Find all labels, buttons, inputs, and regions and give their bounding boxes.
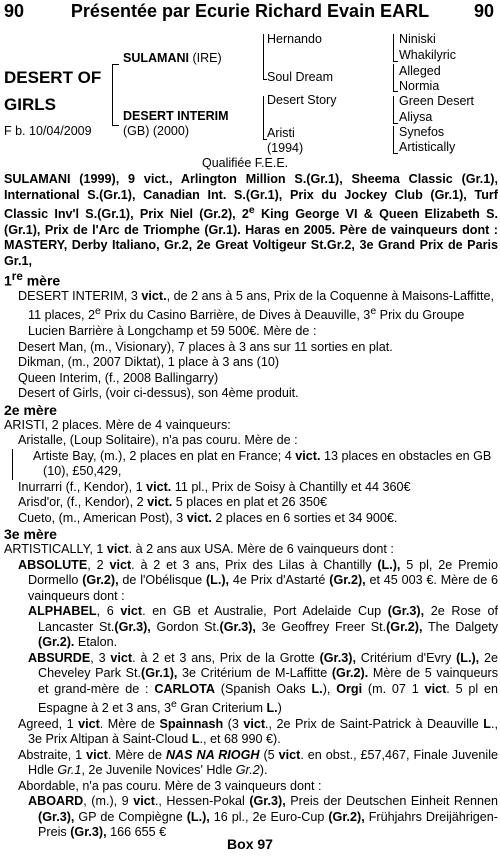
sire-description: SULAMANI (1999), 9 vict., Arlington Million S.(Gr.1), Sheema Classic (Gr.1), International S.(Gr.1), Canadian Int. S.(Gr.1), Prix du Jockey Club (Gr.1), Turf Classic Inv'l S.(Gr.1), Prix Niel (Gr.2), 2e King George VI & Queen Elizabeth S.(Gr.1), Prix de l'Arc de Triomphe (Gr.1). Haras en 2005. Père de vainqueurs dont : MASTERY, Derby Italiano, Gr.2, 2e Great Voltigeur St.Gr.2, 3e Grand Prix de Paris Gr.1, — [4, 172, 498, 268]
absolute-entry: ABSOLUTE, 2 vict. à 2 et 3 ans, Prix des Lilas à Chantilly (L.), 5 pl, 2e Premio Dormello (Gr.2), de l'Obélisque (L.), 4e Prix d'Astarté (Gr.2), et 45 003 €. Mère de 6 vainqueurs dont : — [18, 557, 499, 603]
produce-4: Desert of Girls, (voir ci-dessus), son 4ème produit. — [18, 386, 299, 401]
alphabel-entry: ALPHABEL, 6 vict. en GB et Australie, Port Adelaide Cup (Gr.3), 2e Rose of Lancaster St.(Gr.3), Gordon St.(Gr.3), 3e Geoffrey Freer St.(Gr.2), The Dalgety (Gr.2). Etalon. — [28, 604, 499, 650]
grandsire-1: Hernando — [267, 32, 322, 46]
horse-birth: F b. 10/04/2009 — [4, 124, 92, 138]
great-grandsire-5: Green Desert — [399, 94, 475, 108]
great-grandsire-6: Aliysa — [399, 110, 433, 124]
box-number: Box 97 — [227, 836, 273, 852]
grandsire-4-year: (1994) — [267, 141, 304, 155]
aboard-entry: ABOARD, (m.), 9 vict., Hessen-Pokal (Gr.3), Preis der Deutschen Einheit Rennen (Gr.3), GP de Compiègne (L.), 16 pl., 2e Euro-Cup (Gr.2), Frühjahrs Dreijährigen-Preis (Gr.3), 166 655 € — [28, 794, 498, 840]
section-3e-mere: 3e mère — [4, 526, 57, 543]
abstraite-entry: Abstraite, 1 vict. Mère de NAS NA RIOGH (5 vict. en obst., £57,467, Finale Juvenile Hdle Gr.1, 2e Juvenile Novices' Hdle Gr.2). — [18, 747, 498, 778]
great-grandsire-7: Synefos — [399, 125, 445, 139]
page-number-left: 90 — [4, 1, 25, 21]
great-grandsire-8: Artistically — [399, 140, 456, 154]
second-dam-entry: ARISTI, 2 places. Mère de 4 vainqueurs: — [4, 417, 231, 432]
second-dam-produce-4: Cueto, (m., American Post), 3 vict. 2 places en 6 sorties et 34 900€. — [18, 510, 398, 525]
grandsire-2: Soul Dream — [267, 70, 333, 84]
second-dam-produce-1: Aristalle, (Loup Solitaire), n'a pas couru. Mère de : — [18, 433, 298, 448]
qualifiee: Qualifiée F.E.E. — [202, 156, 289, 170]
dam-origin: (GB) (2000) — [123, 124, 189, 138]
sire: SULAMANI (IRE) — [123, 51, 222, 65]
second-dam-produce-2: Inurrarri (f., Kendor), 1 vict. 11 pl., Prix de Soisy à Chantilly et 44 360€ — [18, 479, 411, 494]
great-grandsire-4: Normia — [399, 79, 440, 93]
abordable-entry: Abordable, n'a pas couru. Mère de 3 vainqueurs dont : — [18, 778, 322, 793]
section-2e-mere: 2e mère — [4, 401, 57, 418]
header-title: Présentée par Ecurie Richard Evain EARL — [70, 1, 430, 21]
horse-name-line2: GIRLS — [4, 95, 56, 114]
great-grandsire-2: Whakilyric — [399, 48, 456, 62]
grandsire-4: Aristi — [267, 126, 295, 140]
produce-3: Queen Interim, (f., 2008 Ballingarry) — [18, 370, 219, 385]
page-header — [0, 0, 500, 22]
horse-name-line1: DESERT OF — [4, 68, 102, 87]
produce-2: Dikman, (m., 2007 Diktat), 1 place à 3 ans (10) — [18, 355, 280, 370]
catalogue-text — [4, 172, 498, 841]
dam-entry: DESERT INTERIM, 3 vict., de 2 ans à 5 ans, Prix de la Coquenne à Maisons-Laffitte, 11 places, 2e Prix du Casino Barrière, de Dives à Deauville, 3e Prix du Groupe Lucien Barrière à Longchamp et 59 500€. Mère de : — [18, 288, 495, 339]
great-grandsire-1: Niniski — [399, 32, 436, 46]
agreed-entry: Agreed, 1 vict. Mère de Spainnash (3 vict., 2e Prix de Saint-Patrick à Deauville L., 3e Prix Altipan à Saint-Cloud L., et 68 990 €). — [18, 716, 498, 747]
produce-1: Desert Man, (m., Visionary), 7 places à 3 ans sur 11 sorties en plat. — [18, 339, 393, 354]
absurde-entry: ABSURDE, 3 vict. à 2 et 3 ans, Prix de la Grotte (Gr.3), Critérium d'Evry (L.), 2e Cheveley Park St.(Gr.1), 3e Critérium de M-Laffitte (Gr.2). Mère de 5 vainqueurs et grand-mère de : CARLOTA (Spanish Oaks L.), Orgi (m. 07 1 vict. 5 pl en Espagne à 2 et 3 ans, 3e Gran Criterium L.) — [28, 650, 499, 716]
page-number-right: 90 — [473, 1, 494, 21]
section-1re-mere: 1re mère — [4, 270, 61, 289]
third-level-produce-1: Artiste Bay, (m.), 2 places en plat en France; 4 vict. 13 places en obstacles en GB (10), £50,429, — [12, 449, 498, 480]
great-grandsire-3: Alleged — [399, 64, 441, 78]
grandsire-3: Desert Story — [267, 93, 337, 107]
dam: DESERT INTERIM — [123, 109, 229, 123]
third-dam-entry: ARTISTICALLY, 1 vict. à 2 ans aux USA. Mère de 6 vainqueurs dont : — [4, 542, 394, 557]
second-dam-produce-3: Arisd'or, (f., Kendor), 2 vict. 5 places en plat et 26 350€ — [18, 495, 328, 510]
